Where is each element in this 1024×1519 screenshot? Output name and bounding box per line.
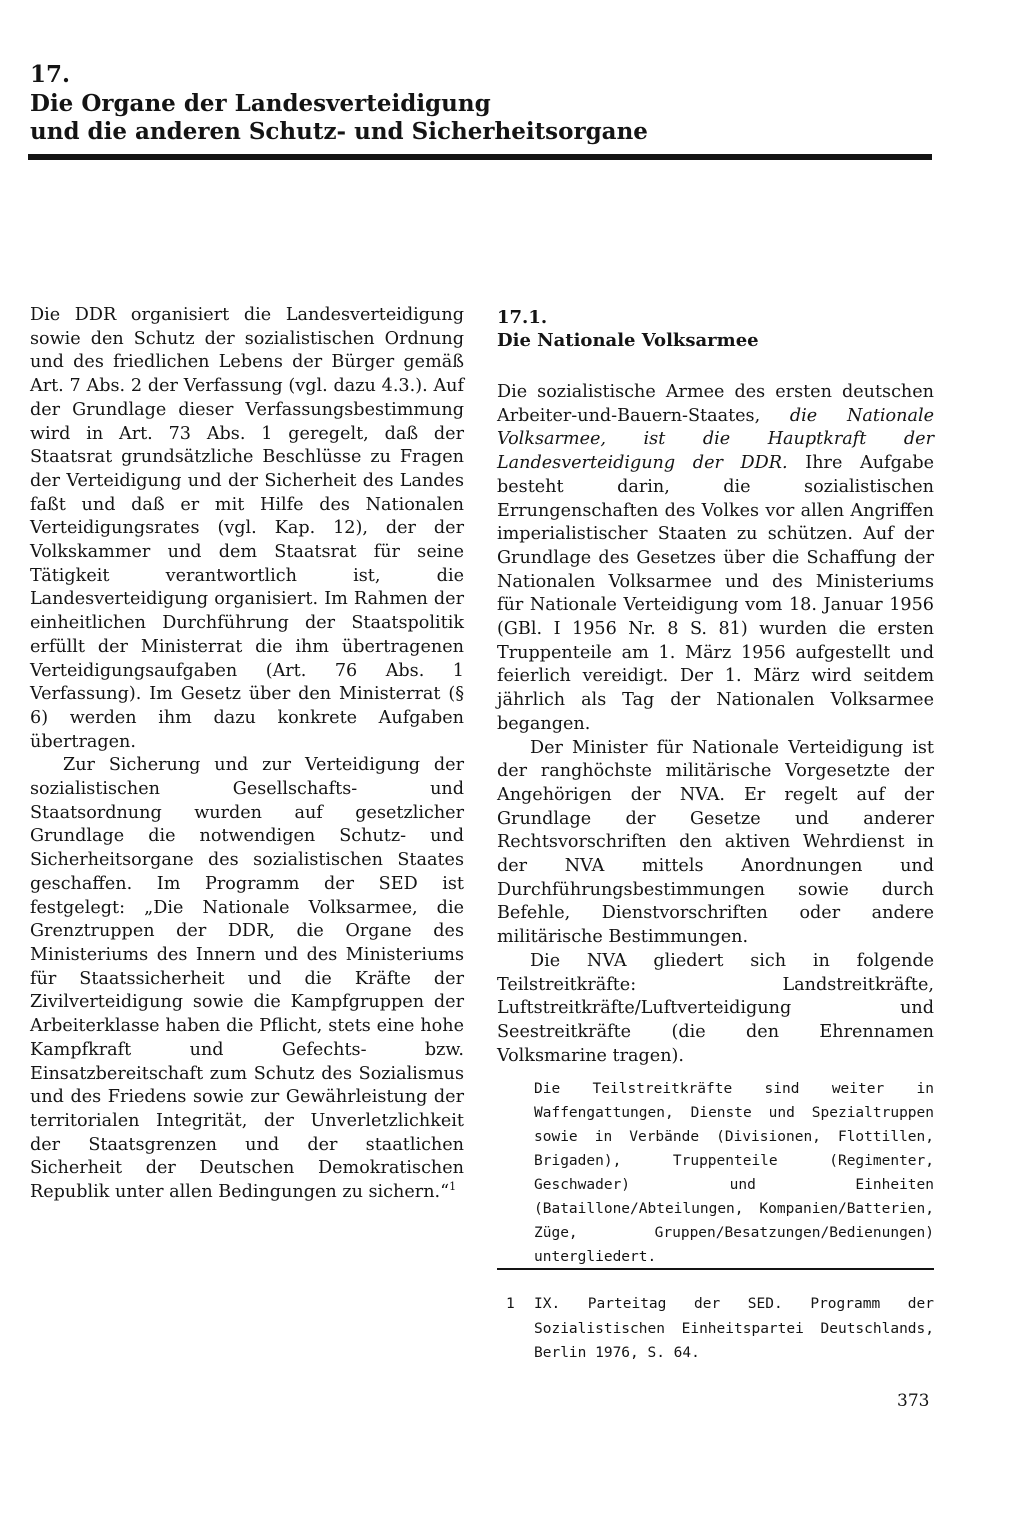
left-paragraph-2 [30, 754, 464, 1204]
right-text-column [497, 381, 934, 1068]
chapter-title [30, 90, 930, 146]
footnote-reference: 1 [449, 1180, 457, 1194]
footnote-rule [497, 1268, 934, 1270]
footnote-text: IX. Parteitag der SED. Programm der Sozialistischen Einheitspartei Deutschlands, Berlin 1976, S. 64. [534, 1296, 934, 1361]
right-paragraph-1-start: Die sozialistische Armee des ersten deutschen Arbeiter-und-Bauern-Staates, [497, 382, 934, 426]
chapter-title-line-1: Die Organe der Landesverteidigung [30, 90, 491, 117]
right-paragraph-1-end: Ihre Aufgabe besteht darin, die sozialistischen Errungenschaften des Volkes vor allen Angriffen imperialistischer Staaten zu schützen. Auf der Grundlage des Gesetzes über die Schaffung der Nationalen Volksarmee und des Ministeriums für Nationale Verteidigung vom 18. Januar 1956 (GBl. I 1956 Nr. 8 S. 81) wurden die ersten Truppenteile am 1. März 1956 aufgestellt und feierlich vereidigt. Der 1. März wird seitdem jährlich als Tag der Nationalen Volksarmee begangen. [497, 453, 934, 734]
right-paragraph-3: Die NVA gliedert sich in folgende Teilstreitkräfte: Landstreitkräfte, Luftstreitkräfte/Luftverteidigung und Seestreitkräfte (die den Ehrennamen Volksmarine tragen). [497, 950, 934, 1066]
page-number: 373 [897, 1391, 930, 1411]
small-print-note: Die Teilstreitkräfte sind weiter in Waffengattungen, Dienste und Spezialtruppen sowie in Verbände (Divisionen, Flottillen, Brigaden), Truppenteile (Regimenter, Geschwader) und Einheiten (Bataillone/Abteilungen, Kompanien/Batterien, Züge, Gruppen/Besatzungen/Bedienungen) untergliedert. [534, 1081, 934, 1265]
left-paragraph-1: Die DDR organisiert die Landesverteidigung sowie den Schutz der sozialistischen Ordnung und des friedlichen Lebens der Bürger gemäß Art. 7 Abs. 2 der Verfassung (vgl. dazu 4.3.). Auf der Grundlage dieser Verfassungsbestimmung wird in Art. 73 Abs. 1 geregelt, daß der Staatsrat grundsätzliche Beschlüsse zu Fragen der Verteidigung und der Sicherheit des Landes faßt und daß er mit Hilfe des Nationalen Verteidigungsrates (vgl. Kap. 12), der der Volkskammer und dem Staatsrat für seine Tätigkeit verantwortlich ist, die Landesverteidigung organisiert. Im Rahmen der einheitlichen Durchführung der Staatspolitik erfüllt der Ministerrat die ihm übertragenen Verteidigungsaufgaben (Art. 76 Abs. 1 Verfassung). Im Gesetz über den Ministerrat (§ 6) werden ihm dazu konkrete Aufgaben übertragen. [30, 305, 464, 752]
right-paragraph-1-emphasis: die Nationale Volksarmee, ist die Hauptkraft der Landesverteidigung der DDR. [497, 405, 934, 474]
footnote-mark: 1 [506, 1296, 515, 1312]
left-paragraph-2-text: Zur Sicherung und zur Verteidigung der sozialistischen Gesellschafts- und Staatsordnung wurden auf gesetzlicher Grundlage die notwendigen Schutz- und Sicherheitsorgane des sozialistischen Staates geschaffen. Im Programm der SED ist festgelegt: „Die Nationale Volksarmee, die Grenztruppen der DDR, die Organe des Ministeriums des Innern und des Ministeriums für Staatssicherheit und die Kräfte der Zivilverteidigung sowie die Kampfgruppen der Arbeiterklasse haben die Pflicht, stets eine hohe Kampfkraft und Gefechts- bzw. Einsatzbereitschaft zum Schutz des Sozialismus und des Friedens sowie zur Gewährleistung der territorialen Integrität, der Unverletzlichkeit der Staatsgrenzen und der staatlichen Sicherheit der Deutschen Demokratischen Republik unter allen Bedingungen zu sichern.“ [30, 755, 464, 1203]
right-paragraph-1 [497, 381, 934, 737]
chapter-title-rule [28, 154, 932, 160]
section-number: 17.1. [497, 307, 548, 328]
chapter-title-line-2: und die anderen Schutz- und Sicherheitsorgane [30, 118, 648, 145]
section-title: Die Nationale Volksarmee [497, 330, 759, 351]
right-paragraph-2: Der Minister für Nationale Verteidigung ist der ranghöchste militärische Vorgesetzte der Angehörigen der NVA. Er regelt auf der Grundlage der Gesetze und anderer Rechtsvorschriften den aktiven Wehrdienst in der NVA mittels Anordnungen und Durchführungsbestimmungen sowie durch Befehle, Dienstvorschriften oder andere militärische Bestimmungen. [497, 737, 934, 948]
chapter-number: 17. [30, 61, 71, 88]
left-text-column [30, 304, 464, 1205]
footnote [506, 1292, 934, 1366]
